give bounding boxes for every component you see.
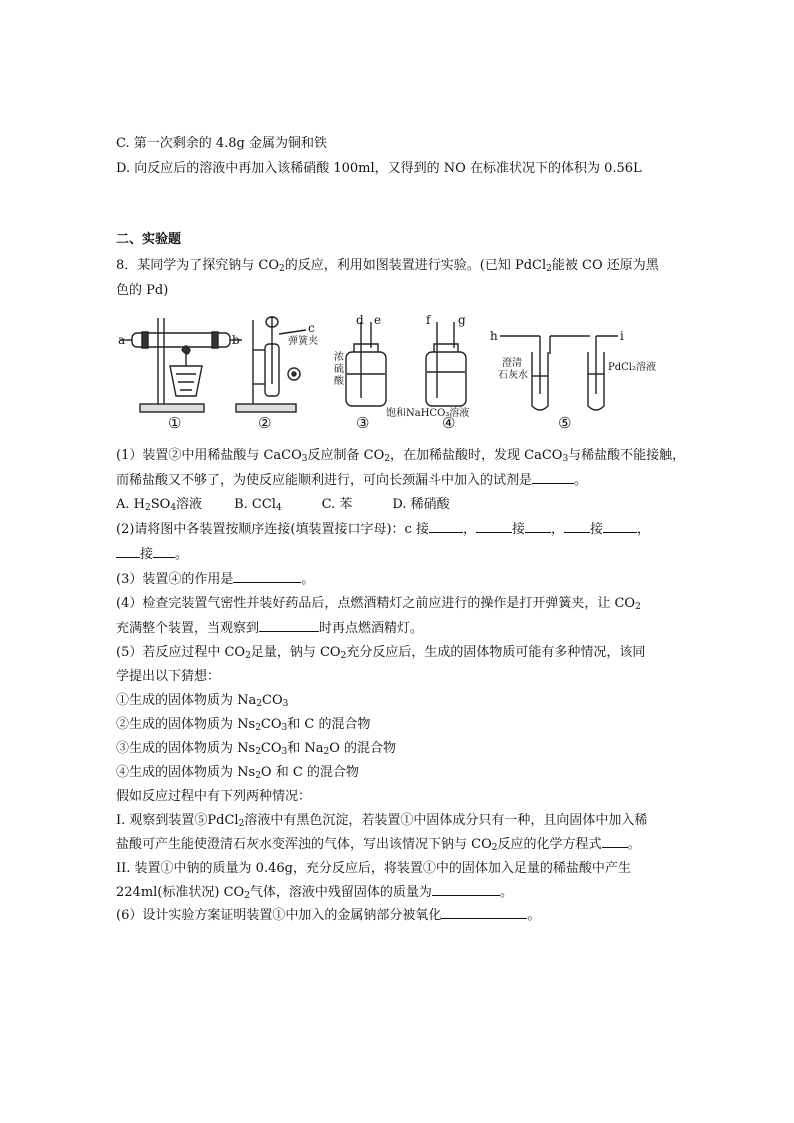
case-ii-line1: II. 装置①中钠的质量为 0.46g，充分反应后，将装置①中的固体加入足量的稀盐酸中产生 — [116, 861, 631, 876]
conc-acid-label-2: 硫 — [334, 364, 344, 375]
port-g-label: g — [458, 314, 466, 327]
port-c-label: c — [308, 321, 315, 335]
option-a: A. $H_2SO_4$溶液 — [116, 497, 203, 513]
q4-line1: (4）检查完装置气密性并装好药品后，点燃酒精灯之前应进行的操作是打开弹簧夹，让 $CO_2$ — [116, 596, 641, 612]
option-b: B. CCl$_4$ — [234, 497, 282, 513]
port-a-label: a — [118, 333, 126, 347]
conc-acid-label-1: 浓 — [334, 352, 344, 363]
port-h-label: h — [490, 329, 498, 343]
answer-blank[interactable] — [429, 520, 463, 533]
q5-line2: 学提出以下猜想： — [116, 669, 221, 684]
conc-acid-label-3: 酸 — [334, 376, 344, 387]
guess-3: ③生成的固体物质为 $Ns_2CO_3$和 $Na_2O$ 的混合物 — [116, 741, 397, 757]
q2-line1: (2)请将图中各装置按顺序连接(填装置接口字母)：c 接 ， 接 ， 接 ， — [116, 522, 651, 537]
q5-line1: (5）若反应过程中 $CO_2$足量，钠与 $CO_2$充分反应后，生成的固体物质可能有多种情况，该同 — [116, 645, 646, 661]
q1-line1: (1）装置②中用稀盐酸与 CaCO$_3$反应制备 $CO_2$，在加稀盐酸时，发现 CaCO$_3$与稀盐酸不能接触， — [116, 448, 686, 464]
apparatus-figure — [118, 314, 680, 432]
answer-blank[interactable] — [116, 545, 140, 558]
option-c: C. 第一次剩余的 4.8g 金属为铜和铁 — [116, 136, 328, 151]
answer-blank[interactable] — [441, 906, 527, 919]
q1-line2: 而稀盐酸又不够了，为使反应能顺利进行，可向长颈漏斗中加入的试剂是 。 — [116, 473, 588, 488]
q2-line2: 接 。 — [116, 545, 188, 565]
answer-blank[interactable] — [432, 883, 500, 896]
apparatus-1-number: ① — [168, 414, 182, 432]
q1-options — [116, 495, 450, 515]
q3-line: (3）装置④的作用是 。 — [116, 572, 315, 587]
port-d-label: d — [356, 314, 364, 327]
case-i-line2: 盐酸可产生能使澄清石灰水变浑浊的气体，写出该情况下钠与 $CO_2$反应的化学方程式 。 — [116, 837, 641, 853]
answer-blank[interactable] — [564, 520, 590, 533]
apparatus-5-number: ⑤ — [558, 414, 572, 432]
option-d-choice: D. 稀硝酸 — [392, 497, 450, 512]
answer-blank[interactable] — [259, 619, 319, 632]
guess-2: ②生成的固体物质为 $Ns_2CO_3$和 C 的混合物 — [116, 717, 371, 733]
port-i-label: i — [620, 329, 624, 343]
answer-blank[interactable] — [476, 520, 512, 533]
q4-line2: 充满整个装置，当观察到 时再点燃酒精灯。 — [116, 621, 424, 636]
answer-blank[interactable] — [153, 545, 175, 558]
assumption-line: 假如反应过程中有下列两种情况： — [116, 789, 312, 804]
limewater-label-1: 澄清 — [502, 358, 522, 369]
answer-blank[interactable] — [233, 570, 301, 583]
nahco3-label: 饱和NaHCO₃溶液 — [386, 408, 470, 419]
guess-1: ①生成的固体物质为 $Na_2CO_3$ — [116, 693, 289, 709]
section-title: 二、实验题 — [116, 232, 182, 247]
answer-blank[interactable] — [532, 471, 574, 484]
option-c-choice: C. 苯 — [321, 497, 353, 512]
answer-blank[interactable] — [525, 520, 551, 533]
port-b-label: b — [232, 333, 240, 347]
option-d: D. 向反应后的溶液中再加入该稀硝酸 100ml，又得到的 NO 在标准状况下的体积为 0.56L — [116, 161, 642, 176]
port-e-label: e — [374, 314, 382, 327]
spring-clamp-label: 弹簧夹 — [288, 336, 318, 347]
port-f-label: f — [426, 314, 431, 327]
q8-stem: 8．某同学为了探究钠与 $CO_2$的反应，利用如图装置进行实验。(已知 PdCl$_2$能被 CO 还原为黑 — [116, 258, 659, 274]
apparatus-2-number: ② — [258, 414, 272, 432]
case-ii-line2: 224ml(标准状况) $CO_2$气体，溶液中残留固体的质量为 。 — [116, 885, 513, 901]
pdcl2-label: PdCl₂溶液 — [608, 362, 656, 373]
limewater-label-2: 石灰水 — [498, 370, 528, 381]
apparatus-4-number: ④ — [442, 414, 456, 432]
q8-stem-line2: 色的 Pd) — [116, 283, 169, 298]
guess-4: ④生成的固体物质为 $Ns_2O$ 和 C 的混合物 — [116, 765, 359, 781]
apparatus-3-number: ③ — [356, 414, 370, 432]
q6-line: (6）设计实验方案证明装置①中加入的金属钠部分被氧化 。 — [116, 908, 541, 923]
answer-blank[interactable] — [603, 520, 637, 533]
answer-blank[interactable] — [602, 835, 628, 848]
case-i-line1: I. 观察到装置⑤PdCl$_2$溶液中有黑色沉淀，若装置①中固体成分只有一种，且向固体中加入稀 — [116, 813, 648, 829]
